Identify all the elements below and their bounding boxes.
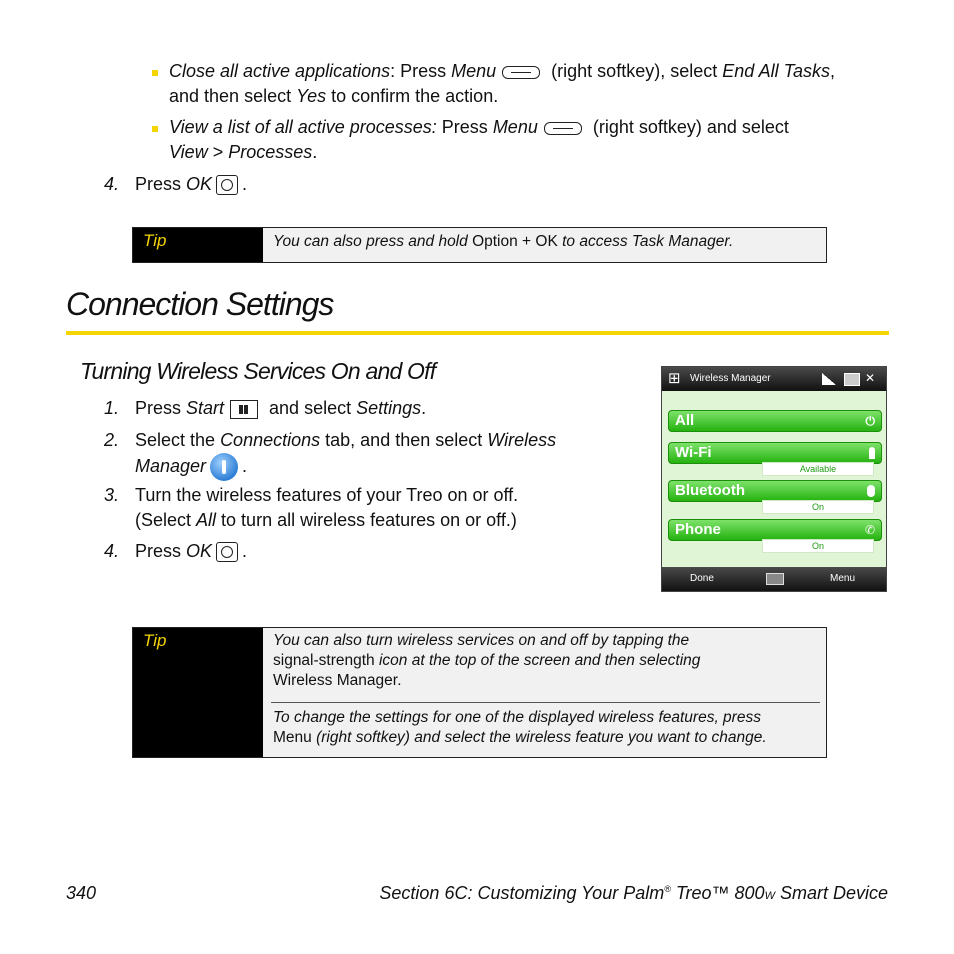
tip-box-signal-strength [132, 627, 827, 758]
power-icon: ⏻ [865, 414, 875, 428]
phone-softkey-bar [662, 567, 886, 591]
menu-softkey-icon [502, 66, 540, 79]
keyboard-icon [766, 573, 784, 585]
footer-section: Section 6C: Customizing Your Palm® Treo™ 800W Smart Device [379, 883, 888, 903]
ok-key-icon [216, 175, 238, 195]
step-number: 3. [104, 485, 120, 505]
bullet-marker [152, 126, 158, 132]
tip-label: Tip [133, 228, 263, 262]
phone-icon: ✆ [864, 523, 875, 537]
step-number: 4. [104, 541, 120, 561]
tip-text-2: To change the settings for one of the displayed wireless features, press Menu (right softkey) and select the wireless feature you want to change. [273, 709, 767, 746]
phone-status: On [762, 539, 874, 553]
start-key-icon [230, 400, 258, 419]
close-icon: ✕ [865, 371, 876, 385]
all-toggle: All ⏻ [668, 410, 882, 432]
bluetooth-icon [867, 485, 875, 497]
bluetooth-toggle: Bluetooth [668, 480, 882, 502]
step-number: 2. [104, 430, 120, 450]
tip-box-task-manager [132, 227, 827, 263]
menu-softkey-icon [544, 122, 582, 135]
step-press-ok: Press OK . [135, 541, 248, 561]
softkey-menu: Menu [830, 573, 856, 584]
tip-text: You can also press and hold Option + OK to access Task Manager. [273, 233, 734, 250]
phone-toggle: Phone ✆ [668, 519, 882, 541]
wireless-manager-screenshot [661, 366, 887, 592]
step-number: 4. [104, 174, 120, 194]
wifi-icon [869, 447, 875, 459]
wireless-manager-icon [210, 453, 238, 481]
step-press-start: Press Start and select Settings. [135, 398, 427, 418]
phone-title: Wireless Manager [690, 373, 771, 384]
bullet-close-apps: Close all active applications: Press Menu (right softkey), select End All Tasks, and then select Yes to confirm the action. [169, 61, 835, 106]
bullet-marker [152, 70, 158, 76]
page-number: 340 [66, 883, 97, 903]
tip-label: Tip [133, 628, 263, 757]
start-icon: ⊞ [668, 370, 681, 387]
signal-strength-icon [822, 373, 836, 385]
softkey-done: Done [690, 573, 714, 584]
bluetooth-status: On [762, 500, 874, 514]
step-number: 1. [104, 398, 120, 418]
phone-title-bar [662, 367, 886, 391]
section-title: Connection Settings [66, 286, 334, 322]
title-rule [66, 331, 889, 335]
subsection-title: Turning Wireless Services On and Off [80, 358, 436, 384]
battery-icon [844, 373, 860, 386]
tip-text-1: You can also turn wireless services on and off by tapping the signal-strength icon at the top of the screen and then selecting Wireless Manager. [273, 632, 701, 689]
bullet-view-processes: View a list of all active processes: Press Menu (right softkey) and select View > Processes. [169, 117, 789, 162]
tip-divider [271, 702, 820, 703]
wifi-toggle: Wi-Fi [668, 442, 882, 464]
step-select-wireless-manager: Select the Connections tab, and then select Wireless Manager . [135, 428, 615, 481]
wifi-status: Available [762, 462, 874, 476]
step-turn-features: Turn the wireless features of your Treo on or off. (Select All to turn all wireless features on or off.) [135, 485, 519, 530]
ok-key-icon [216, 542, 238, 562]
step-press-ok-top: Press OK . [135, 174, 248, 194]
